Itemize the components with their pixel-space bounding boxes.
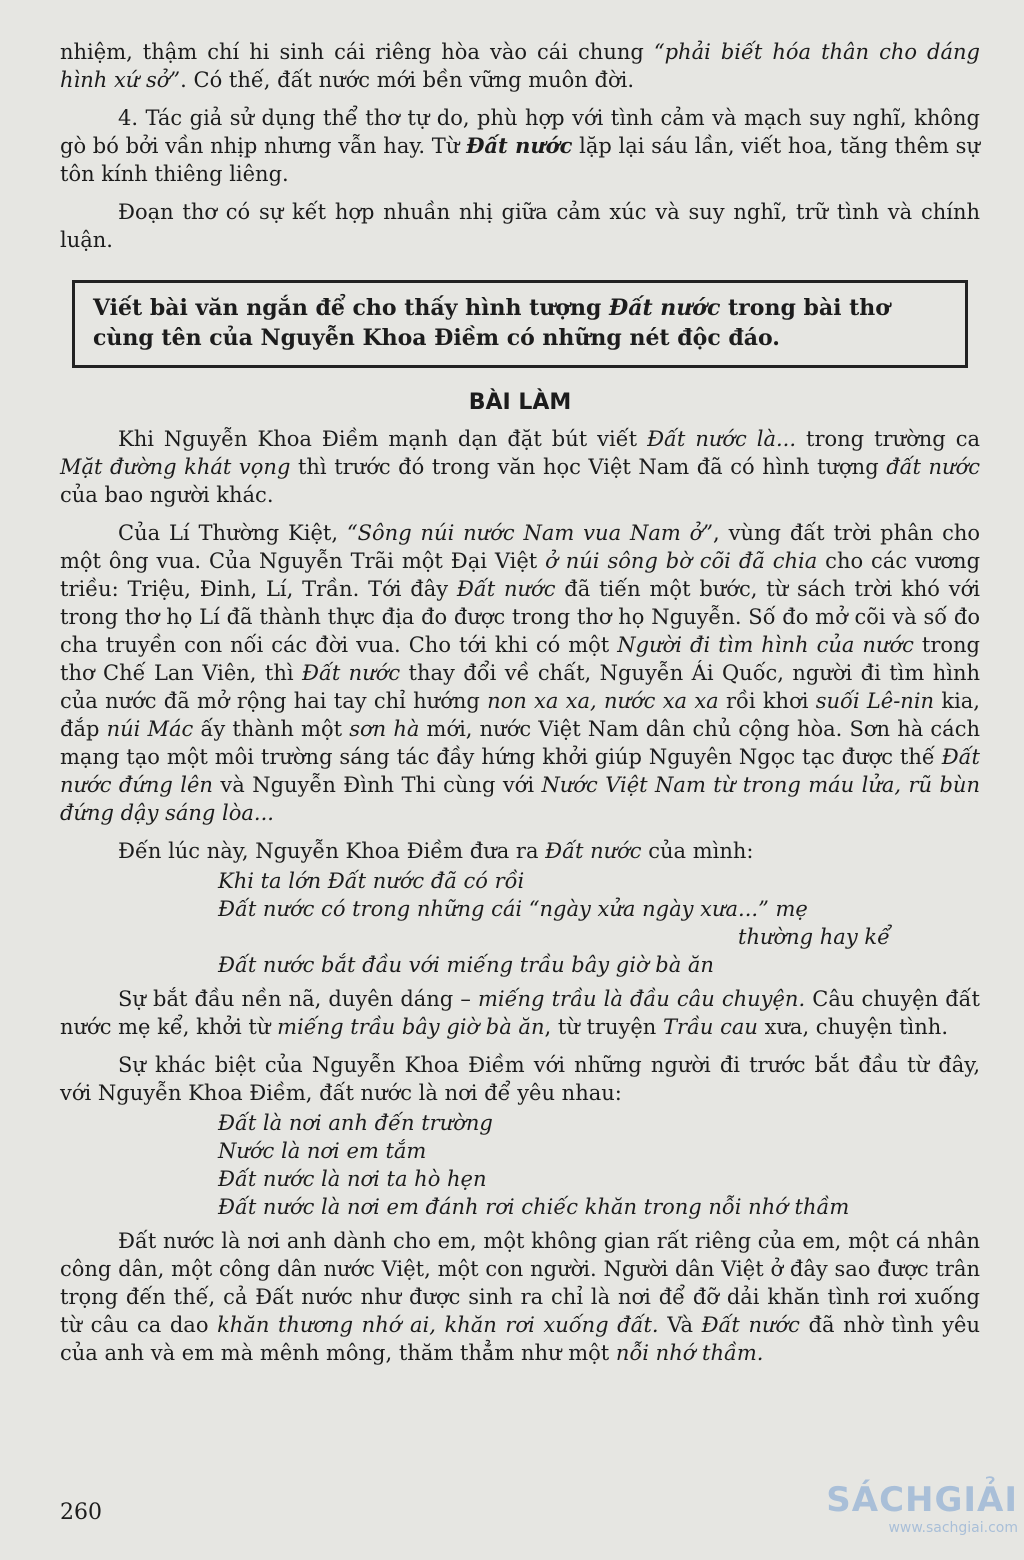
italic-text: sơn hà (349, 717, 420, 741)
text: 4. Tác giả sử dụng thể thơ tự do, phù hợp với tình cảm và mạch suy nghĩ, không gò bó bởi vần nhịp nhưng vẫn hay. Từ (60, 106, 980, 158)
italic-text: miếng trầu là đầu câu chuyện. (477, 987, 806, 1011)
italic-text: Đất nước đứng lên (60, 745, 980, 797)
paragraph-4 (60, 104, 980, 188)
poem-line: Nước là nơi em tắm (218, 1139, 427, 1163)
italic-text: Đất nước (701, 1313, 800, 1337)
paragraph-5: Đoạn thơ có sự kết hợp nhuần nhị giữa cảm xúc và suy nghĩ, trữ tình và chính luận. (60, 200, 980, 252)
poem-line: Đất là nơi anh đến trường (218, 1111, 493, 1135)
italic-text: “Sông núi nước Nam vua Nam ở” (346, 521, 714, 545)
poem-line: Đất nước là nơi em đánh rơi chiếc khăn trong nỗi nhớ thầm (218, 1195, 850, 1219)
emphasis: Đất nước (608, 295, 721, 321)
emphasis: Đất nước (466, 133, 573, 158)
text: nhiệm, thậm chí hi sinh cái riêng hòa vào cái chung (60, 40, 654, 64)
poem-line: Đất nước có trong những cái “ngày xửa ngày xưa...” mẹ (218, 897, 808, 921)
text: Sự bắt đầu nền nã, duyên dáng – (118, 987, 478, 1011)
text: kia, đắp (60, 689, 980, 741)
essay-paragraph-3 (60, 837, 980, 865)
text: Câu chuyện đất nước mẹ kể, khởi từ (60, 987, 980, 1039)
poem-line-continued: thường hay kể (738, 925, 891, 949)
poem-1 (218, 867, 980, 979)
text: của bao người khác. (60, 483, 274, 507)
essay-paragraph-4 (60, 985, 980, 1041)
essay-paragraph-5: Sự khác biệt của Nguyễn Khoa Điềm với những người đi trước bắt đầu từ đây, với Nguyễn Khoa Điềm, đất nước là nơi để yêu nhau: (60, 1053, 980, 1105)
text: ấy thành một (193, 717, 350, 741)
page-content (60, 38, 980, 1367)
italic-text: Đất nước là... (647, 427, 797, 451)
italic-text: ở núi sông bờ cõi đã chia (545, 549, 818, 573)
text: của mình: (641, 839, 754, 863)
essay-paragraph-6 (60, 1227, 980, 1367)
text: Và (658, 1313, 702, 1337)
poem-2 (218, 1109, 980, 1221)
text: rồi khơi (718, 689, 816, 713)
task-box (72, 280, 968, 368)
italic-text: Người đi tìm hình của nước (617, 633, 914, 657)
italic-text: Mặt đường khát vọng (60, 455, 291, 479)
brand-url: www.sachgiai.com (888, 1520, 1018, 1536)
italic-text: Đất nước (545, 839, 642, 863)
poem-line: Đất nước là nơi ta hò hẹn (218, 1167, 487, 1191)
italic-text: đất nước (886, 455, 980, 479)
text: . Có thế, đất nước mới bền vững muôn đời. (180, 68, 634, 92)
italic-text: suối Lê-nin (815, 689, 935, 713)
text: đã nhờ tình yêu của anh và em mà mênh mông, thăm thẳm như một (60, 1313, 980, 1365)
text: trong thơ Chế Lan Viên, thì (60, 633, 981, 685)
text: Viết bài văn ngắn để cho thấy hình tượng (93, 295, 609, 321)
text: , vùng đất trời phân cho một ông vua. Của Nguyễn Trãi một Đại Việt (60, 521, 980, 573)
watermark (826, 1480, 1018, 1536)
text: thay đổi về chất, Nguyễn Ái Quốc, người đi tìm hình của nước đã mở rộng hai tay chỉ hướng (60, 661, 980, 713)
text: và Nguyễn Đình Thi cùng với (212, 773, 542, 797)
italic-text: núi Mác (106, 717, 194, 741)
text: thì trước đó trong văn học Việt Nam đã có hình tượng (290, 455, 887, 479)
text: trong bài thơ cùng tên của Nguyễn Khoa Điềm có những nét độc đáo. (93, 295, 890, 351)
text: xưa, chuyện tình. (757, 1015, 948, 1039)
italic-text: khăn thương nhớ ai, khăn rơi xuống đất. (217, 1313, 659, 1337)
essay-paragraph-1 (60, 425, 980, 509)
quote: “phải biết hóa thân cho dáng hình xứ sở” (60, 40, 980, 92)
text: , từ truyện (544, 1015, 663, 1039)
italic-text: miếng trầu bây giờ bà ăn (277, 1015, 545, 1039)
brand-logo: SÁCHGIẢI (826, 1480, 1018, 1520)
text: Khi Nguyễn Khoa Điềm mạnh dạn đặt bút viết (118, 427, 648, 451)
text: đã tiến một bước, từ sách trời khó với trong thơ họ Lí đã thành thực địa đo được trong thơ họ Nguyễn. Số đo mở cõi và số đo cha truyền con nối các đời vua. Cho tới khi có một (60, 577, 981, 657)
text: Đến lúc này, Nguyễn Khoa Điềm đưa ra (118, 839, 546, 863)
italic-text: Nước Việt Nam từ trong máu lửa, rũ bùn đứng dậy sáng lòa... (60, 773, 980, 825)
italic-text: Đất nước (456, 577, 556, 601)
text: lặp lại sáu lần, viết hoa, tăng thêm sự tôn kính thiêng liêng. (60, 134, 980, 186)
text: Đất nước là nơi anh dành cho em, một không gian rất riêng của em, một cá nhân công dân, một công dân nước Việt, một con người. Người dân Việt ở đây sao được trân trọng đến thế, cả Đất nước như được sinh ra chỉ là nơi để đỡ dải khăn tình rơi xuống từ câu ca dao (60, 1229, 980, 1337)
text: trong trường ca (796, 427, 980, 451)
paragraph-top (60, 38, 980, 94)
text: Của Lí Thường Kiệt, (118, 521, 347, 545)
italic-text: nỗi nhớ thầm. (615, 1341, 764, 1365)
italic-text: Đất nước (302, 661, 401, 685)
text: mới, nước Việt Nam dân chủ cộng hòa. Sơn hà cách mạng tạo một môi trường sáng tác đầy hứng khởi giúp Nguyên Ngọc tạc được thế (60, 717, 980, 769)
italic-text: Trầu cau (662, 1015, 758, 1039)
italic-text: non xa xa, nước xa xa (487, 689, 719, 713)
essay-paragraph-2 (60, 519, 980, 827)
poem-line: Đất nước bắt đầu với miếng trầu bây giờ bà ăn (218, 953, 714, 977)
page-number: 260 (60, 1500, 102, 1525)
poem-line: Khi ta lớn Đất nước đã có rồi (218, 869, 525, 893)
text: cho các vương triều: Triệu, Đinh, Lí, Trần. Tới đây (60, 549, 981, 601)
section-heading: BÀI LÀM (468, 390, 572, 415)
